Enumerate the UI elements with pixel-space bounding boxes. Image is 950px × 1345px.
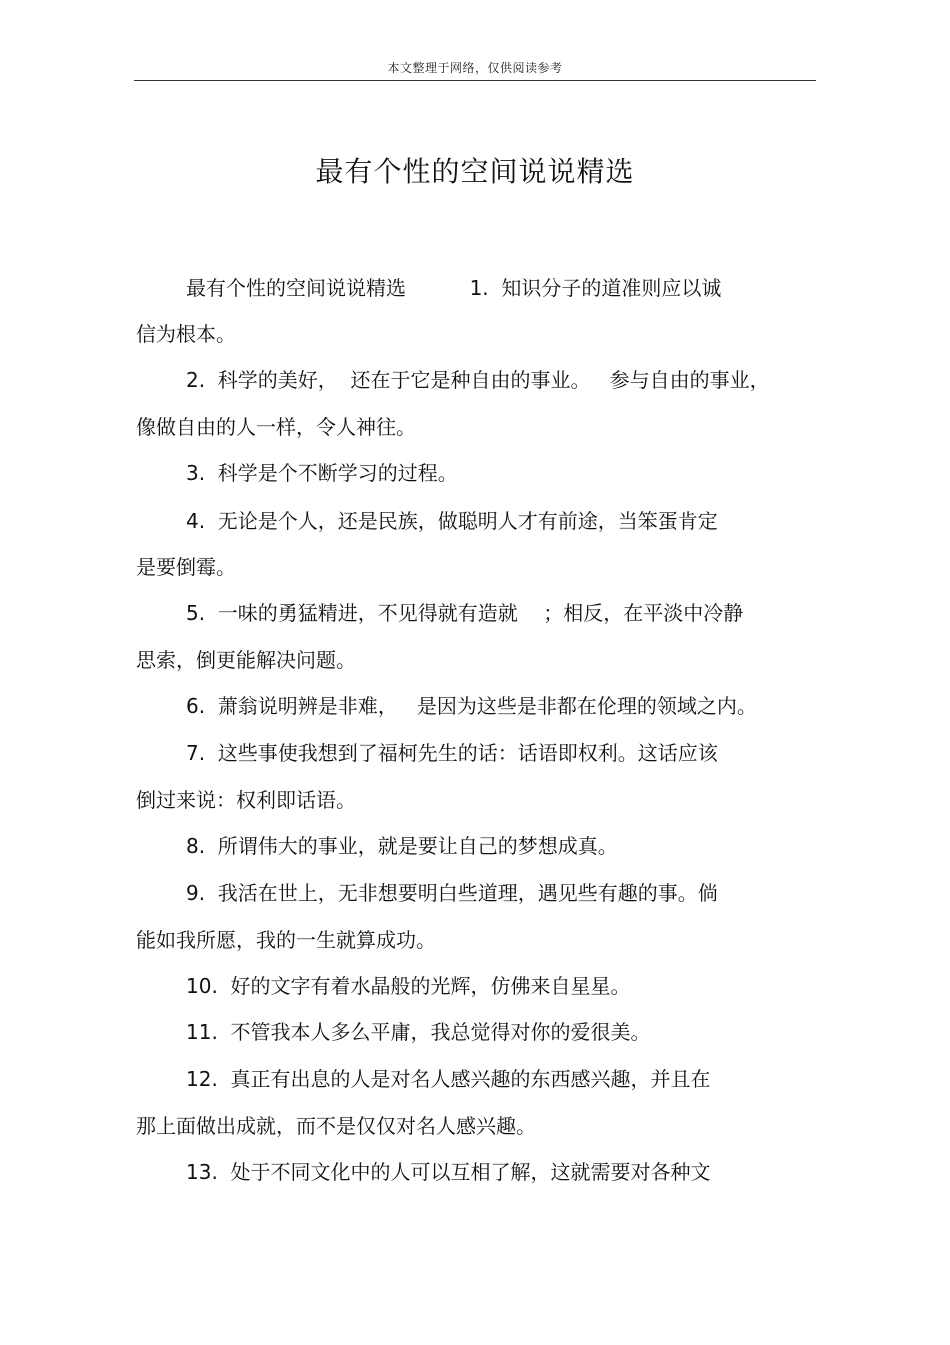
body-line: 能如我所愿，我的一生就算成功。 bbox=[136, 928, 436, 952]
body-line: 5. 一味的勇猛精进，不见得就有造就 ；相反，在平淡中冷静 bbox=[186, 601, 744, 625]
body-line: 最有个性的空间说说精选 1. 知识分子的道准则应以诚 bbox=[186, 276, 722, 300]
body-line: 8. 所谓伟大的事业，就是要让自己的梦想成真。 bbox=[186, 834, 618, 858]
body-line: 2. 科学的美好， 还在于它是种自由的事业。 参与自由的事业， bbox=[186, 368, 770, 392]
header-note: 本文整理于网络，仅供阅读参考 bbox=[387, 61, 563, 75]
body-line: 思索，倒更能解决问题。 bbox=[136, 648, 356, 672]
body-line: 信为根本。 bbox=[136, 322, 236, 346]
body-line: 10. 好的文字有着水晶般的光辉，仿佛来自星星。 bbox=[186, 974, 631, 998]
body-line: 7. 这些事使我想到了福柯先生的话：话语即权利。这话应该 bbox=[186, 741, 718, 765]
body-line: 12. 真正有出息的人是对名人感兴趣的东西感兴趣，并且在 bbox=[186, 1067, 711, 1091]
body-line: 4. 无论是个人，还是民族，做聪明人才有前途，当笨蛋肯定 bbox=[186, 509, 718, 533]
body-line: 6. 萧翁说明辨是非难， 是因为这些是非都在伦理的领域之内。 bbox=[186, 694, 757, 718]
document-title: 最有个性的空间说说精选 bbox=[315, 155, 635, 188]
body-line: 3. 科学是个不断学习的过程。 bbox=[186, 461, 458, 485]
body-line: 13. 处于不同文化中的人可以互相了解，这就需要对各种文 bbox=[186, 1160, 711, 1184]
body-line: 9. 我活在世上，无非想要明白些道理，遇见些有趣的事。倘 bbox=[186, 881, 718, 905]
header-rule bbox=[134, 80, 816, 81]
body-line: 那上面做出成就，而不是仅仅对名人感兴趣。 bbox=[136, 1114, 536, 1138]
body-line: 倒过来说：权利即话语。 bbox=[136, 788, 356, 812]
body-line: 是要倒霉。 bbox=[136, 555, 236, 579]
body-line: 像做自由的人一样，令人神往。 bbox=[136, 415, 416, 439]
body-line: 11. 不管我本人多么平庸，我总觉得对你的爱很美。 bbox=[186, 1020, 651, 1044]
